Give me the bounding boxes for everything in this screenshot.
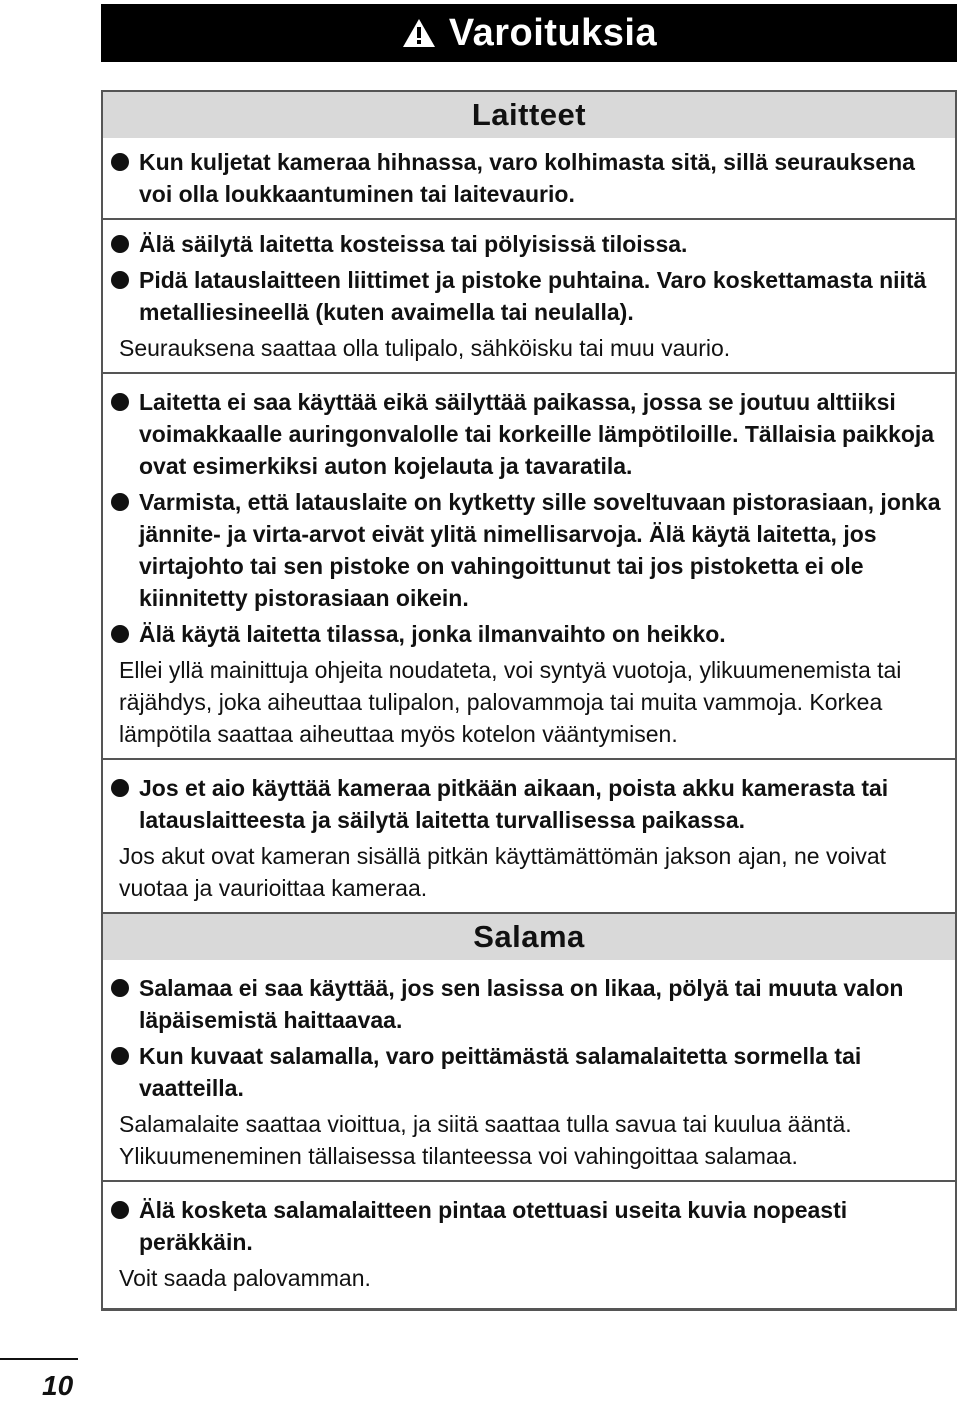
bullet-icon bbox=[111, 979, 129, 997]
warning-item-text: Jos et aio käyttää kameraa pitkään aikaan, poista akku kamerasta tai latauslaitteesta ja säilytä laitetta turvallisessa paikassa. bbox=[139, 775, 889, 833]
warning-item bbox=[107, 146, 947, 210]
bullet-icon bbox=[111, 1047, 129, 1065]
warning-item-text: Pidä latauslaitteen liittimet ja pistoke puhtaina. Varo koskettamasta niitä metalliesineellä (kuten avaimella tai neulalla). bbox=[139, 267, 927, 325]
warning-note: Jos akut ovat kameran sisällä pitkän käyttämättömän jakson ajan, ne voivat vuotaa ja vaurioittaa kameraa. bbox=[119, 843, 887, 901]
warning-item bbox=[107, 486, 947, 614]
warning-group bbox=[103, 218, 955, 372]
page-number-rule bbox=[0, 1358, 78, 1360]
warning-item-text: Älä käytä laitetta tilassa, jonka ilmanvaihto on heikko. bbox=[139, 621, 726, 647]
warning-item-text: Salamaa ei saa käyttää, jos sen lasissa on likaa, pölyä tai muuta valon läpäisemistä haittaavaa. bbox=[139, 975, 904, 1033]
page-title: Varoituksia bbox=[448, 11, 658, 54]
warning-item bbox=[107, 386, 947, 482]
bullet-icon bbox=[111, 625, 129, 643]
warning-note: Voit saada palovamman. bbox=[119, 1265, 371, 1291]
warning-item-text: Laitetta ei saa käyttää eikä säilyttää paikassa, jossa se joutuu alttiiksi voimakkaalle auringonvalolle tai korkeille lämpötiloille. Tällaisia paikkoja ovat esimerkiksi auton kojelauta ja tavaratila. bbox=[139, 389, 935, 479]
warning-item bbox=[107, 618, 947, 650]
warning-group bbox=[103, 758, 955, 912]
bullet-icon bbox=[111, 235, 129, 253]
section-header-salama: Salama bbox=[103, 912, 955, 960]
section-header-laitteet: Laitteet bbox=[103, 92, 955, 138]
bullet-icon bbox=[111, 1201, 129, 1219]
warning-item bbox=[107, 228, 947, 260]
warning-item-text: Varmista, että latauslaite on kytketty sille soveltuvaan pistorasiaan, jonka jännite- ja virta-arvot eivät ylitä nimellisarvoja. Älä käytä laitetta, jos virtajohto tai sen pistoke on vahingoittunut tai jos pistoketta ei ole kiinnitetty pistorasiaan oikein. bbox=[139, 489, 941, 611]
warnings-box bbox=[101, 90, 957, 1311]
warning-note: Seurauksena saattaa olla tulipalo, sähköisku tai muu vaurio. bbox=[119, 335, 731, 361]
warning-note: Ellei yllä mainittuja ohjeita noudateta, voi syntyä vuotoja, ylikuumenemista tai räjähdys, joka aiheuttaa tulipalon, palovammoja tai muita vammoja. Korkea lämpötila saattaa aiheuttaa myös kotelon vääntymisen. bbox=[119, 657, 902, 747]
warnings-title-bar bbox=[101, 4, 957, 62]
bullet-icon bbox=[111, 393, 129, 411]
bullet-icon bbox=[111, 271, 129, 289]
warning-triangle-icon bbox=[401, 17, 437, 49]
warning-item-text: Älä säilytä laitetta kosteissa tai pölyisissä tiloissa. bbox=[139, 231, 688, 257]
page-number: 10 bbox=[42, 1370, 74, 1401]
warning-item-text: Älä kosketa salamalaitteen pintaa otettuasi useita kuvia nopeasti peräkkäin. bbox=[139, 1197, 848, 1255]
warning-item bbox=[107, 1040, 947, 1104]
warning-item bbox=[107, 972, 947, 1036]
warning-item-text: Kun kuljetat kameraa hihnassa, varo kolhimasta sitä, sillä seurauksena voi olla loukkaantuminen tai laitevaurio. bbox=[139, 149, 915, 207]
bullet-icon bbox=[111, 153, 129, 171]
warning-item-text: Kun kuvaat salamalla, varo peittämästä salamalaitetta sormella tai vaatteilla. bbox=[139, 1043, 862, 1101]
warning-item bbox=[107, 772, 947, 836]
warning-group bbox=[103, 1180, 955, 1308]
warning-group bbox=[103, 372, 955, 758]
warning-group bbox=[103, 960, 955, 1180]
warning-item bbox=[107, 1194, 947, 1258]
bullet-icon bbox=[111, 779, 129, 797]
warning-group bbox=[103, 138, 955, 218]
bullet-icon bbox=[111, 493, 129, 511]
warning-note: Salamalaite saattaa vioittua, ja siitä saattaa tulla savua tai kuulua ääntä. Ylikuumeneminen tällaisessa tilanteessa voi vahingoittaa salamaa. bbox=[119, 1111, 852, 1169]
warning-item bbox=[107, 264, 947, 328]
